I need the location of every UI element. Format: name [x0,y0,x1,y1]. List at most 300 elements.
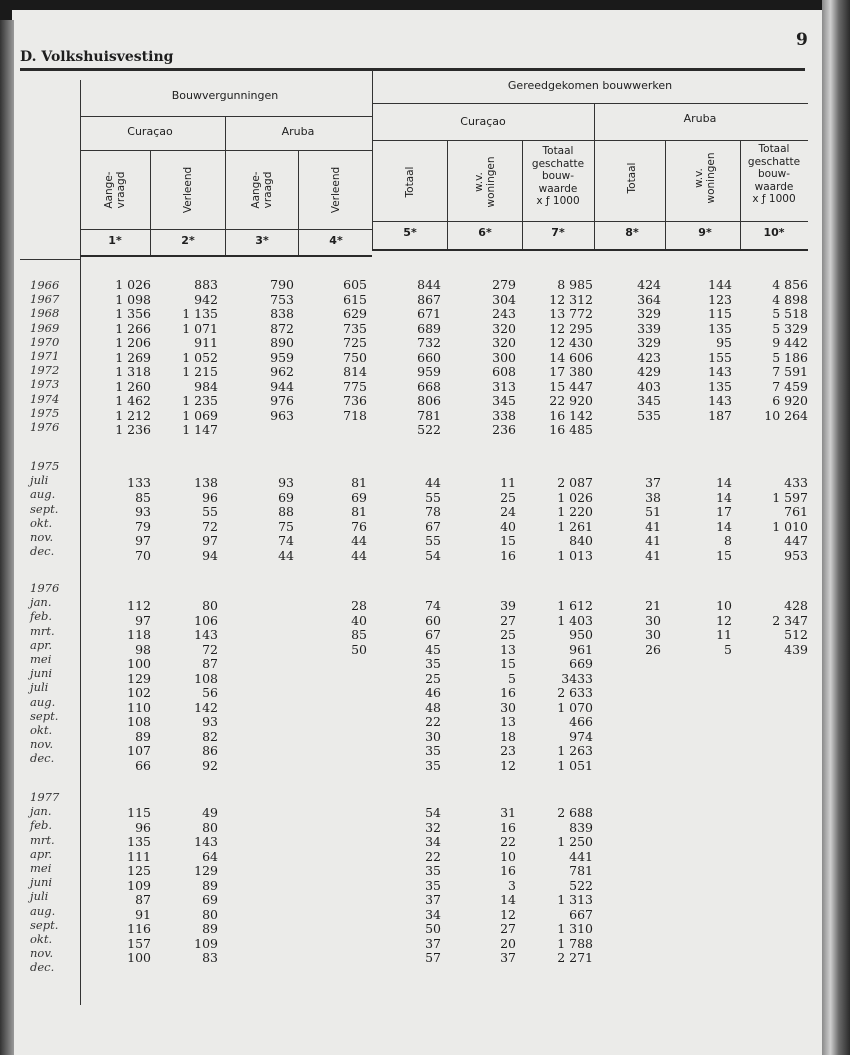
row-label: sept. [30,708,59,723]
table-cell: 10 [716,598,732,613]
table-cell: 629 [343,306,367,321]
table-cell: 313 [492,378,516,394]
data-column-10 [772,476,808,563]
table-cell: 41 [645,547,661,563]
table-cell: 15 [500,533,516,548]
row-label: okt. [30,932,53,947]
table-cell: 608 [492,364,516,379]
table-cell: 89 [202,921,218,936]
table-cell: 5 186 [772,349,808,365]
table-cell: 81 [351,504,367,519]
row-label: feb. [30,818,53,833]
data-column-4 [351,476,367,563]
header-totaal: Totaal [626,162,638,194]
table-cell: 95 [716,335,732,350]
table-cell: 125 [127,863,151,878]
table-cell: 44 [351,547,367,563]
table-cell: 959 [270,349,294,365]
table-cell: 15 [500,656,516,671]
table-cell: 5 [724,641,732,657]
table-cell: 21 [645,598,661,613]
table-cell: 761 [784,504,808,519]
table-cell: 8 985 [557,277,593,292]
rule [594,103,595,251]
table-cell: 8 [724,533,732,548]
table-cell: 14 [716,489,732,505]
table-cell: 781 [569,863,593,878]
table-cell: 447 [784,533,808,548]
row-label: feb. [30,609,53,624]
rule [372,140,808,141]
table-cell: 329 [637,335,661,350]
table-cell: 24 [500,504,516,519]
row-label: sept. [30,501,59,516]
table-cell: 75 [278,518,294,534]
table-cell: 14 [716,518,732,534]
row-label: 1969 [30,320,60,335]
table-cell: 74 [425,598,441,613]
row-label: 1973 [30,377,60,392]
table-cell: 123 [708,291,732,307]
table-cell: 138 [194,475,218,490]
row-label: 1970 [30,334,60,349]
table-cell: 17 [716,504,732,519]
table-cell: 25 [500,627,516,642]
table-cell: 1 069 [182,407,218,423]
table-cell: 279 [492,277,516,292]
table-cell: 89 [135,728,151,744]
table-cell: 667 [569,906,593,922]
data-column-4 [343,278,367,423]
table-cell: 1 098 [115,291,151,307]
table-cell: 54 [425,805,441,820]
table-cell: 16 [500,547,516,563]
table-cell: 15 [716,547,732,563]
table-cell: 329 [637,306,661,321]
table-cell: 94 [202,547,218,563]
table-cell: 9 442 [772,335,808,350]
table-cell: 1 052 [182,349,218,365]
table-cell: 79 [135,518,151,534]
row-label: juli [30,889,49,904]
table-cell: 80 [202,598,218,613]
table-cell: 28 [351,598,367,613]
data-column-6 [500,476,516,563]
table-cell: 37 [500,950,516,965]
table-cell: 3433 [561,670,593,686]
table-cell: 22 [425,848,441,864]
data-column-4 [351,599,367,657]
table-cell: 1 135 [182,306,218,321]
table-cell: 91 [135,906,151,922]
table-cell: 439 [784,641,808,657]
data-column-8 [637,278,661,423]
data-column-6 [492,278,516,438]
row-label: dec. [30,751,55,766]
table-cell: 46 [425,685,441,700]
table-cell: 1 235 [182,393,218,408]
row-label: juni [30,666,53,681]
row-label: 1974 [30,391,60,406]
table-cell: 129 [194,863,218,878]
table-cell: 26 [645,641,661,657]
table-cell: 806 [417,393,441,408]
table-cell: 790 [270,277,294,292]
table-cell: 69 [202,892,218,907]
header-curacao: Curaçao [127,125,173,138]
table-cell: 11 [716,627,732,642]
table-cell: 34 [425,834,441,849]
data-column-9 [716,599,732,657]
table-cell: 78 [425,504,441,519]
table-cell: 12 312 [549,291,593,307]
data-column-7 [557,476,593,563]
table-cell: 961 [569,641,593,657]
table-cell: 671 [417,306,441,321]
table-cell: 48 [425,699,441,715]
row-label: 1971 [30,349,60,364]
column-number: 7* [551,226,565,239]
label-column-border [80,80,81,1005]
rule [80,255,372,257]
table-cell: 13 [500,641,516,657]
table-cell: 1 236 [115,422,151,437]
table-cell: 840 [569,533,593,548]
table-cell: 300 [492,349,516,365]
data-column-10 [764,278,808,423]
data-column-1 [127,476,151,563]
table-cell: 76 [351,518,367,534]
table-cell: 18 [500,728,516,744]
table-cell: 83 [202,950,218,965]
data-column-8 [645,599,661,657]
table-cell: 35 [425,757,441,773]
row-label: sept. [30,917,59,932]
table-cell: 115 [127,805,151,820]
table-cell: 57 [425,950,441,965]
data-column-5 [425,806,441,966]
table-cell: 98 [135,641,151,657]
table-cell: 144 [708,277,732,292]
table-cell: 112 [127,598,151,613]
header-aangevraagd: Aange- vraagd [103,171,127,209]
column-number: 1* [108,234,122,247]
table-cell: 100 [127,950,151,965]
header-bouwvergunningen: Bouwvergunningen [171,89,279,102]
row-label: juli [30,680,49,695]
book-edge-right [822,0,850,1055]
table-cell: 1 260 [115,378,151,394]
table-cell: 522 [417,422,441,437]
table-cell: 22 920 [549,393,593,408]
table-cell: 16 142 [549,407,593,423]
data-column-1 [127,599,151,773]
table-cell: 1 026 [115,277,151,292]
table-cell: 37 [425,935,441,951]
header-gereedgekomen: Gereedgekomen bouwwerken [507,79,673,92]
table-cell: 12 [500,906,516,922]
table-cell: 108 [127,714,151,729]
table-cell: 155 [708,349,732,365]
table-cell: 345 [637,393,661,408]
data-column-2 [194,806,218,966]
row-labels [30,278,59,434]
table-cell: 93 [278,475,294,490]
table-cell: 5 [508,670,516,686]
table-cell: 1 266 [115,320,151,336]
table-cell: 429 [637,364,661,379]
header-totaal-geschatte: Totaal geschatte bouw- waarde x ƒ 1000 [531,145,585,207]
table-cell: 1 206 [115,335,151,350]
table-cell: 72 [202,641,218,657]
table-cell: 320 [492,335,516,350]
table-cell: 143 [708,393,732,408]
table-cell: 732 [417,335,441,350]
table-cell: 30 [425,728,441,744]
row-label: jan. [30,804,52,819]
table-cell: 660 [417,349,441,365]
rule [80,116,372,117]
data-column-9 [708,278,732,423]
row-label: apr. [30,846,53,861]
table-cell: 942 [194,291,218,307]
rule [80,229,372,230]
table-cell: 54 [425,547,441,563]
table-cell: 109 [127,877,151,893]
table-cell: 14 606 [549,349,593,365]
rule [225,116,226,256]
table-cell: 118 [127,627,151,642]
table-cell: 1 051 [557,757,593,773]
table-cell: 88 [278,504,294,519]
table-cell: 87 [135,892,151,907]
table-cell: 30 [645,627,661,642]
table-cell: 736 [343,393,367,408]
table-cell: 750 [343,349,367,365]
table-cell: 70 [135,547,151,563]
table-cell: 1 010 [772,518,808,534]
table-cell: 615 [343,291,367,307]
table-cell: 1 269 [115,349,151,365]
data-column-8 [645,476,661,563]
table-cell: 35 [425,863,441,878]
table-cell: 890 [270,335,294,350]
table-cell: 2 688 [557,805,593,820]
rule [298,150,299,256]
table-cell: 781 [417,407,441,423]
rule [80,150,372,151]
table-cell: 669 [569,656,593,671]
table-cell: 108 [194,670,218,686]
table-cell: 74 [278,533,294,548]
table-cell: 2 347 [772,612,808,628]
table-cell: 51 [645,504,661,519]
column-number: 10* [763,226,785,239]
table-cell: 7 459 [772,378,808,394]
table-cell: 23 [500,743,516,758]
header-aangevraagd: Aange- vraagd [250,171,274,209]
table-cell: 974 [569,728,593,744]
column-number: 2* [181,234,195,247]
table-cell: 107 [127,743,151,758]
data-column-3 [270,278,294,423]
table-cell: 56 [202,685,218,700]
table-cell: 25 [500,489,516,505]
table-cell: 1 070 [557,699,593,715]
table-cell: 338 [492,407,516,423]
row-label: mei [30,861,52,876]
table-cell: 10 264 [764,407,808,423]
rule [20,259,80,260]
table-cell: 236 [492,422,516,437]
table-cell: 89 [202,877,218,893]
section-title: D. Volkshuisvesting [20,49,174,65]
table-cell: 320 [492,320,516,336]
table-cell: 142 [194,699,218,715]
table-cell: 111 [127,848,151,864]
page-number: 9 [796,30,808,50]
table-cell: 69 [278,489,294,505]
table-cell: 1 310 [557,921,593,936]
table-cell: 12 [716,612,732,628]
row-label: mei [30,652,52,667]
row-label: jan. [30,595,52,610]
table-cell: 135 [708,378,732,394]
data-column-5 [425,599,441,773]
row-label: 1972 [30,363,60,378]
table-cell: 93 [135,504,151,519]
table-cell: 364 [637,291,661,307]
table-cell: 16 [500,819,516,835]
table-cell: 60 [425,612,441,628]
table-cell: 872 [270,320,294,336]
table-cell: 41 [645,533,661,548]
table-cell: 403 [637,378,661,394]
table-cell: 55 [202,504,218,519]
table-cell: 10 [500,848,516,864]
row-label: okt. [30,723,53,738]
table-cell: 423 [637,349,661,365]
table-cell: 40 [500,518,516,534]
rule [665,140,666,250]
table-cell: 1 212 [115,407,151,423]
table-cell: 109 [194,935,218,951]
data-column-7 [549,278,593,438]
table-cell: 80 [202,906,218,922]
table-cell: 2 087 [557,475,593,490]
table-cell: 839 [569,819,593,835]
table-cell: 1 462 [115,393,151,408]
table-cell: 37 [645,475,661,490]
table-cell: 1 071 [182,320,218,336]
table-cell: 115 [708,306,732,321]
table-cell: 129 [127,670,151,686]
row-label: 1966 [30,278,60,292]
table-cell: 35 [425,743,441,758]
table-cell: 838 [270,306,294,321]
table-cell: 16 485 [549,422,593,437]
table-cell: 1 250 [557,834,593,849]
table-cell: 32 [425,819,441,835]
table-cell: 1 147 [182,422,218,437]
table-cell: 80 [202,819,218,835]
table-cell: 11 [500,475,516,490]
table-cell: 82 [202,728,218,744]
data-column-1 [127,806,151,966]
table-cell: 775 [343,378,367,394]
column-number: 8* [625,226,639,239]
table-cell: 96 [135,819,151,835]
table-cell: 953 [784,547,808,563]
book-spine-left [0,20,14,1055]
table-cell: 984 [194,378,218,394]
table-cell: 67 [425,627,441,642]
table-cell: 40 [351,612,367,628]
table-cell: 44 [425,475,441,490]
table-cell: 5 518 [772,306,808,321]
table-cell: 81 [351,475,367,490]
table-cell: 34 [425,906,441,922]
data-column-7 [557,599,593,773]
table-cell: 96 [202,489,218,505]
table-cell: 12 430 [549,335,593,350]
table-cell: 64 [202,848,218,864]
table-cell: 2 633 [557,685,593,700]
table-cell: 14 [500,892,516,907]
table-cell: 243 [492,306,516,321]
table-cell: 428 [784,598,808,613]
table-cell: 143 [194,834,218,849]
column-number: 6* [478,226,492,239]
row-labels [30,459,59,558]
table-cell: 16 [500,685,516,700]
table-cell: 12 [500,757,516,773]
row-label: apr. [30,637,53,652]
row-label: juli [30,473,49,488]
header-wv-woningen: w.v. woningen [473,156,497,208]
data-column-5 [425,476,441,563]
table-cell: 92 [202,757,218,773]
table-cell: 50 [351,641,367,657]
rule [372,221,808,222]
table-cell: 17 380 [549,364,593,379]
table-cell: 67 [425,518,441,534]
table-cell: 110 [127,699,151,715]
rule [447,140,448,250]
row-label: 1975 [30,405,60,420]
row-label: aug. [30,487,56,502]
table-cell: 157 [127,935,151,951]
table-cell: 135 [708,320,732,336]
table-cell: 66 [135,757,151,773]
table-cell: 45 [425,641,441,657]
table-cell: 31 [500,805,516,820]
table-cell: 15 447 [549,378,593,394]
table-cell: 304 [492,291,516,307]
table-cell: 97 [135,533,151,548]
table-cell: 38 [645,489,661,505]
row-label: aug. [30,694,56,709]
table-cell: 976 [270,393,294,408]
header-totaal: Totaal [404,166,416,198]
table-cell: 13 772 [549,306,593,321]
table-cell: 950 [569,627,593,642]
rule [522,140,523,250]
table-cell: 911 [194,335,218,350]
table-cell: 97 [202,533,218,548]
data-column-2 [194,599,218,773]
data-column-10 [772,599,808,657]
